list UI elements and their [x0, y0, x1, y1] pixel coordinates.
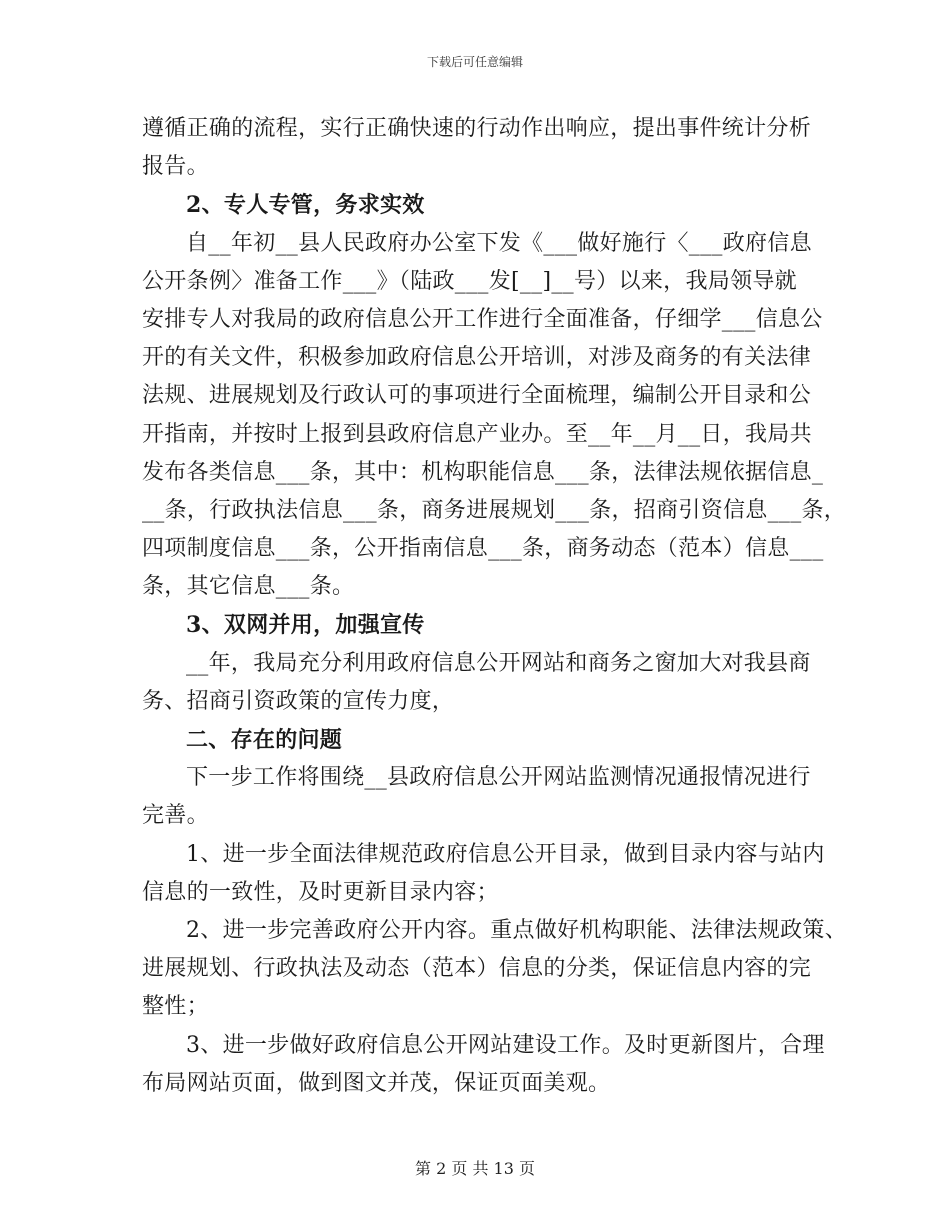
body-text-line: 2、进一步完善政府公开内容。重点做好机构职能、法律法规政策、 [186, 917, 847, 943]
section-heading: 二、存在的问题 [186, 727, 343, 753]
body-text-line: 发布各类信息___条，其中：机构职能信息___条，法律法规依据信息_ [142, 459, 824, 485]
body-text-line: 公开条例〉准备工作___》（陆政___发[__]__号）以来，我局领导就 [142, 268, 797, 294]
body-text-line: 遵循正确的流程，实行正确快速的行动作出响应，提出事件统计分析 [142, 116, 812, 141]
body-text-line: 进展规划、行政执法及动态（范本）信息的分类，保证信息内容的完 [142, 956, 812, 982]
body-text-line: 1、进一步全面法律规范政府信息公开目录，做到目录内容与站内 [186, 841, 825, 867]
body-text-line: 信息的一致性，及时更新目录内容； [142, 879, 499, 905]
body-text-line: 整性； [142, 994, 209, 1020]
section-heading: 3、双网并用，加强宣传 [186, 612, 425, 639]
section-heading: 2、专人专管，务求实效 [186, 192, 425, 219]
body-text-line: 自__年初__县人民政府办公室下发《___做好施行〈___政府信息 [186, 230, 812, 256]
body-text-line: __年，我局充分利用政府信息公开网站和商务之窗加大对我县商 [186, 650, 811, 676]
page-number: 第 2 页 共 13 页 [415, 1159, 535, 1178]
body-text-line: __条，行政执法信息___条，商务进展规划___条，招商引资信息___条， [142, 497, 847, 523]
body-text-line: 法规、进展规划及行政认可的事项进行全面梳理，编制公开目录和公 [142, 383, 812, 409]
body-text-line: 开的有关文件，积极参加政府信息公开培训，对涉及商务的有关法律 [142, 345, 812, 371]
body-text-line: 3、进一步做好政府信息公开网站建设工作。及时更新图片，合理 [186, 1032, 825, 1058]
body-text-line: 安排专人对我局的政府信息公开工作进行全面准备，仔细学___信息公 [142, 306, 823, 332]
page-header-note: 下载后可任意编辑 [426, 55, 523, 69]
body-text-line: 完善。 [142, 803, 209, 829]
body-text-line: 报告。 [142, 154, 209, 180]
body-text-line: 四项制度信息___条，公开指南信息___条，商务动态（范本）信息___ [142, 536, 824, 562]
document-body [142, 110, 847, 1103]
body-text-line: 下一步工作将围绕__县政府信息公开网站监测情况通报情况进行 [186, 765, 811, 791]
body-text-line: 条，其它信息___条。 [142, 574, 355, 600]
body-text-line: 布局网站页面，做到图文并茂，保证页面美观。 [142, 1070, 611, 1096]
body-text-line: 开指南，并按时上报到县政府信息产业办。至__年__月__日，我局共 [142, 421, 812, 447]
body-text-line: 务、招商引资政策的宣传力度， [142, 688, 455, 714]
